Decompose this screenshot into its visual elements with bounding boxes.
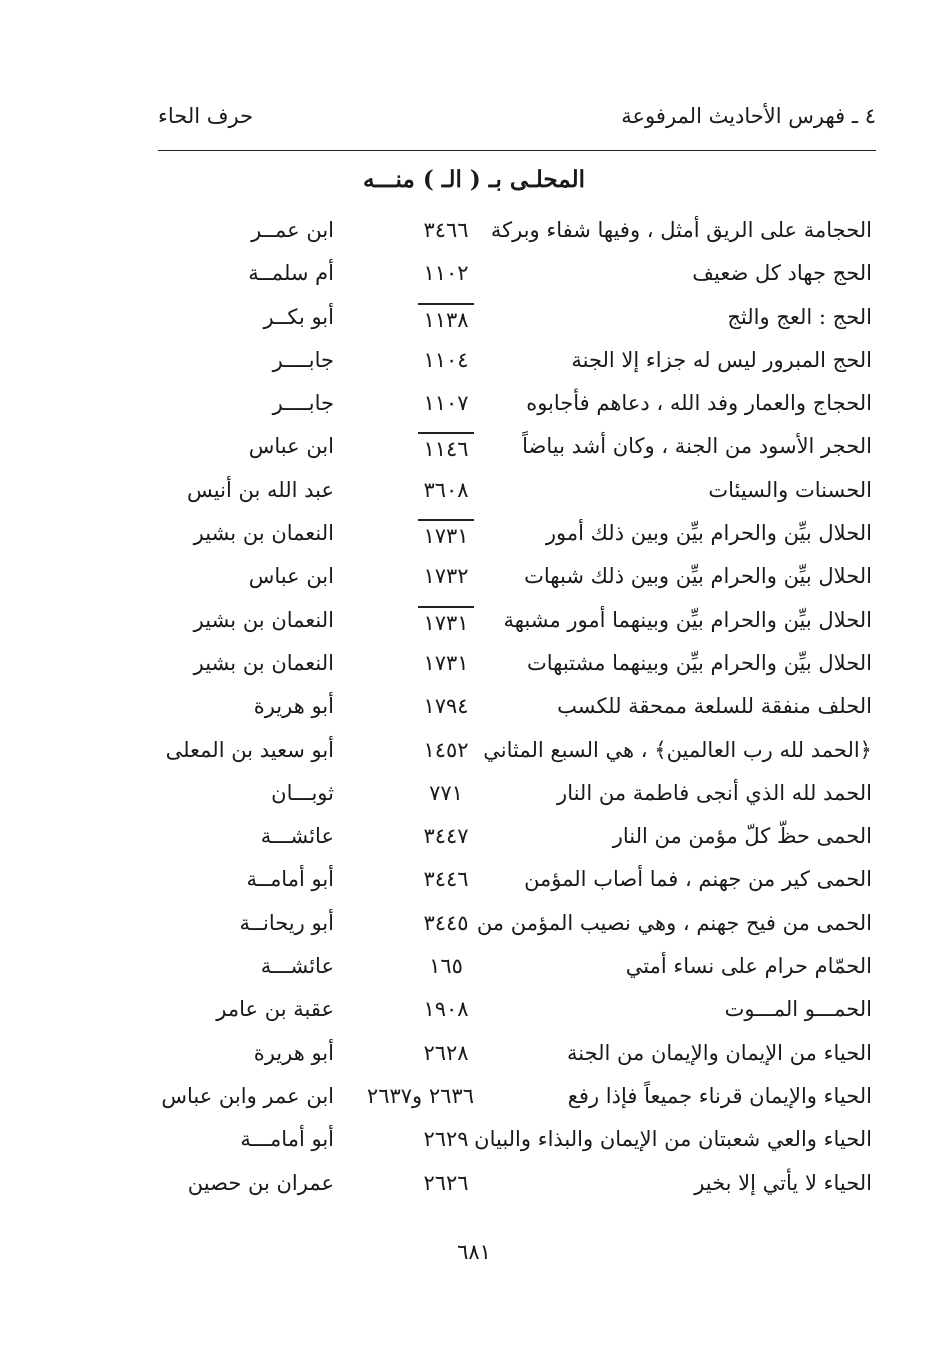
narrator-name: ابن عمــر bbox=[251, 218, 334, 242]
hadith-text: الحمى حظّ كلّ مؤمن من النار bbox=[612, 824, 872, 849]
hadith-text: الحياء والعي شعبتان من الإيمان والبذاء والبيان bbox=[474, 1127, 872, 1152]
narrator-name: أبو بكــر bbox=[263, 304, 334, 329]
narrator-name: ابن عباس bbox=[248, 564, 334, 589]
index-entry bbox=[0, 1078, 948, 1121]
hadith-number: ٣٤٤٥ bbox=[423, 910, 469, 935]
index-entry bbox=[0, 299, 948, 342]
hadith-text: الحلال بيِّن والحرام بيِّن وبين ذلك شبهات bbox=[524, 564, 872, 589]
hadith-number: ١٧٣١ bbox=[418, 606, 474, 636]
hadith-text: الحياء لا يأتي إلا بخير bbox=[694, 1170, 872, 1195]
hadith-number: ٢٦٢٨ bbox=[423, 1040, 469, 1065]
index-entry bbox=[0, 1035, 948, 1078]
hadith-text: الحلال بيِّن والحرام بيِّن وبين ذلك أمور bbox=[545, 521, 872, 546]
hadith-text: الحلال بيِّن والحرام بيِّن وبينهما مشتبهات bbox=[526, 650, 872, 675]
subheading: المحلـى بـ ( الـ ) منـــه bbox=[363, 166, 585, 193]
hadith-number: ٢٦٢٩ bbox=[423, 1127, 469, 1152]
narrator-name: أبو ريحانــة bbox=[239, 910, 334, 935]
hadith-number: ٢٦٣٦ و٢٦٣٧ bbox=[366, 1083, 474, 1108]
hadith-number: ١٧٣٢ bbox=[423, 564, 469, 589]
hadith-number: ١١٣٨ bbox=[418, 303, 474, 333]
hadith-index-list bbox=[0, 212, 948, 1208]
narrator-name: النعمان بن بشير bbox=[193, 521, 334, 546]
index-entry bbox=[0, 991, 948, 1034]
index-entry bbox=[0, 818, 948, 861]
hadith-text: الحج جهاد كل ضعيف bbox=[692, 261, 872, 286]
letter-title: حرف الحاء bbox=[158, 104, 254, 128]
hadith-text: الحمـــو المـــوت bbox=[724, 997, 872, 1022]
index-entry bbox=[0, 861, 948, 904]
hadith-number: ١٤٥٢ bbox=[423, 737, 469, 762]
hadith-number: ٣٤٤٧ bbox=[423, 824, 469, 849]
index-entry bbox=[0, 688, 948, 731]
narrator-name: عقبة بن عامر bbox=[216, 997, 334, 1022]
narrator-name: عمران بن حصين bbox=[187, 1170, 334, 1195]
hadith-number: ١٩٠٨ bbox=[423, 997, 469, 1022]
index-entry bbox=[0, 775, 948, 818]
index-entry bbox=[0, 645, 948, 688]
hadith-text: الحج : العج والثج bbox=[727, 304, 872, 329]
index-entry bbox=[0, 385, 948, 428]
narrator-name: عائشـــة bbox=[260, 954, 334, 979]
narrator-name: عائشـــة bbox=[260, 824, 334, 849]
index-entry bbox=[0, 602, 948, 645]
index-entry bbox=[0, 905, 948, 948]
hadith-number: ٢٦٢٦ bbox=[423, 1170, 469, 1195]
page-number: ٦٨١ bbox=[457, 1240, 491, 1264]
index-entry bbox=[0, 472, 948, 515]
index-entry bbox=[0, 948, 948, 991]
narrator-name: ابن عمر وابن عباس bbox=[161, 1083, 334, 1108]
hadith-text: الحمى كير من جهنم ، فما أصاب المؤمن bbox=[524, 867, 872, 892]
hadith-number: ١١٤٦ bbox=[418, 432, 474, 462]
index-entry bbox=[0, 1121, 948, 1164]
narrator-name: النعمان بن بشير bbox=[193, 650, 334, 675]
index-entry bbox=[0, 515, 948, 558]
narrator-name: أبو أمامــة bbox=[246, 867, 334, 892]
index-entry bbox=[0, 732, 948, 775]
narrator-name: النعمان بن بشير bbox=[193, 607, 334, 632]
narrator-name: جابــــر bbox=[272, 347, 334, 372]
hadith-text: الحلف منفقة للسلعة ممحقة للكسب bbox=[557, 694, 872, 719]
index-entry bbox=[0, 255, 948, 298]
hadith-number: ١٧٩٤ bbox=[423, 694, 469, 719]
narrator-name: أبو هريرة bbox=[253, 1040, 334, 1065]
index-entry bbox=[0, 342, 948, 385]
narrator-name: أم سلمــة bbox=[248, 261, 334, 286]
hadith-number: ١٧٣١ bbox=[423, 650, 469, 675]
narrator-name: عبد الله بن أنيس bbox=[187, 477, 334, 502]
hadith-text: الحجر الأسود من الجنة ، وكان أشد بياضاً bbox=[522, 434, 872, 459]
hadith-number: ١١٠٤ bbox=[423, 347, 469, 372]
hadith-text: الحج المبرور ليس له جزاء إلا الجنة bbox=[571, 347, 872, 372]
narrator-name: أبو أمامـــة bbox=[240, 1127, 334, 1152]
hadith-number: ٣٤٤٦ bbox=[423, 867, 469, 892]
hadith-number: ٣٤٦٦ bbox=[423, 218, 469, 242]
hadith-number: ١٦٥ bbox=[429, 954, 463, 979]
hadith-text: الحمّام حرام على نساء أمتي bbox=[625, 954, 872, 979]
hadith-number: ٧٧١ bbox=[429, 780, 463, 805]
hadith-text: الحياء من الإيمان والإيمان من الجنة bbox=[566, 1040, 872, 1065]
running-head bbox=[158, 104, 876, 140]
hadith-text: ﴿الحمد لله رب العالمين﴾ ، هي السبع المثاني bbox=[483, 737, 872, 762]
hadith-text: الحمد لله الذي أنجى فاطمة من النار bbox=[557, 780, 872, 805]
narrator-name: ثوبـــان bbox=[271, 780, 334, 805]
hadith-text: الحلال بيِّن والحرام بيِّن وبينهما أمور مشبهة bbox=[503, 607, 872, 632]
index-entry bbox=[0, 1165, 948, 1208]
header-rule bbox=[158, 150, 876, 151]
narrator-name: ابن عباس bbox=[248, 434, 334, 459]
narrator-name: أبو سعيد بن المعلى bbox=[165, 737, 334, 762]
index-entry bbox=[0, 558, 948, 601]
hadith-number: ٣٦٠٨ bbox=[423, 477, 469, 502]
hadith-text: الحياء والإيمان قرناء جميعاً فإذا رفع bbox=[567, 1083, 872, 1108]
hadith-text: الحجامة على الريق أمثل ، وفيها شفاء وبركة bbox=[490, 218, 872, 242]
hadith-number: ١١٠٢ bbox=[423, 261, 469, 286]
hadith-number: ١٧٣١ bbox=[418, 519, 474, 549]
hadith-text: الحسنات والسيئات bbox=[708, 477, 872, 502]
narrator-name: أبو هريرة bbox=[253, 694, 334, 719]
index-entry bbox=[0, 212, 948, 255]
section-title: ٤ ـ فهرس الأحاديث المرفوعة bbox=[621, 104, 876, 128]
hadith-text: الحمى من فيح جهنم ، وهي نصيب المؤمن من bbox=[476, 910, 872, 935]
narrator-name: جابــــر bbox=[272, 391, 334, 416]
hadith-text: الحجاج والعمار وفد الله ، دعاهم فأجابوه bbox=[526, 391, 872, 416]
hadith-number: ١١٠٧ bbox=[423, 391, 469, 416]
index-entry bbox=[0, 428, 948, 471]
